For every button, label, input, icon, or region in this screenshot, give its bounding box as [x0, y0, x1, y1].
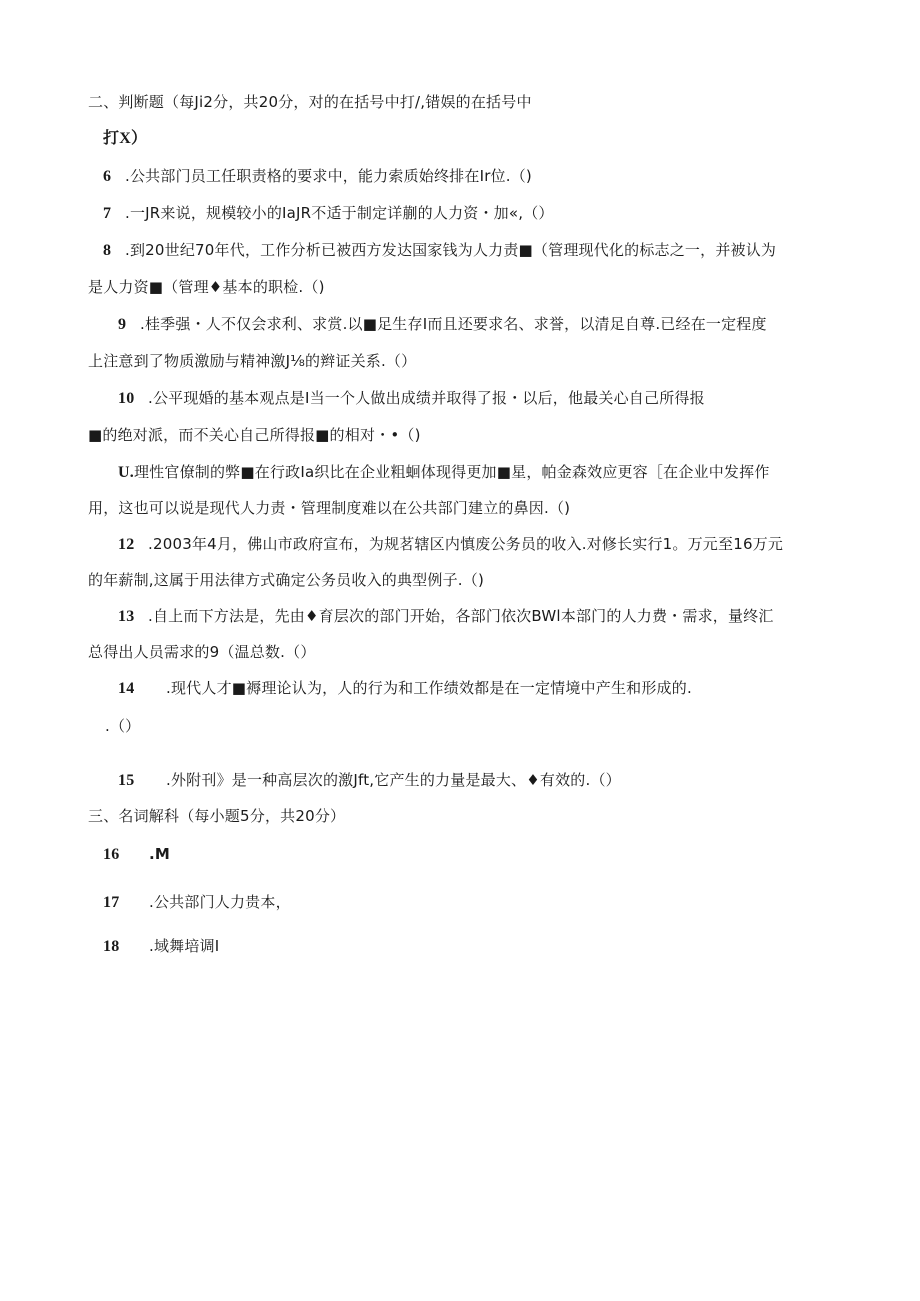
term-text: .域舞培调I [149, 937, 220, 955]
question-8 [103, 240, 776, 261]
question-11 [118, 462, 770, 483]
section-2-heading-continued [103, 128, 147, 149]
question-number: 10 [118, 390, 135, 407]
section-2-heading [88, 92, 532, 112]
question-11-continued [88, 498, 570, 518]
question-15 [118, 770, 621, 791]
term-text: .公共部门人力贵本， [149, 893, 291, 911]
question-9 [118, 314, 767, 335]
term-number: 18 [103, 938, 120, 955]
question-text: .一JR来说，规模较小的IaJR不适于制定详蒯的人力资・加«,（） [125, 204, 554, 222]
question-14-continued [105, 716, 140, 736]
question-number: 14 [118, 680, 135, 697]
question-number: 9 [118, 316, 127, 333]
term-text: .M [149, 845, 171, 863]
question-9-continued [88, 351, 416, 371]
question-number: 7 [103, 205, 112, 222]
question-10-continued [88, 425, 421, 445]
question-number: 15 [118, 772, 135, 789]
section-3-heading [88, 806, 345, 826]
question-text: 上注意到了物质激励与精神激J⅛的辫证关系.（） [88, 352, 417, 370]
section-3-heading-text: 三、名词解科（每小题5分，共20分） [88, 807, 346, 825]
question-number: 8 [103, 242, 112, 259]
question-text: .到20世纪70年代，工作分析已被西方发达国家钱为人力责■（管理现代化的标志之一，并被认为 [125, 241, 777, 259]
question-14 [118, 678, 692, 699]
question-text: 是人力资■（管理♦基本的职检.（) [88, 278, 325, 296]
question-10 [118, 388, 705, 409]
section-2-heading-line-1: 二、判断题（每Ji2分，共20分，对的在括号中打/,错娱的在括号中 [88, 93, 532, 111]
section-2-heading-line-2: 打X） [103, 130, 148, 147]
question-12 [118, 534, 783, 555]
question-text: .（） [105, 717, 141, 735]
question-13 [118, 606, 774, 627]
question-6 [103, 166, 532, 187]
question-text: 用，这也可以说是现代人力责・管理制度难以在公共部门建立的鼻因.（) [88, 499, 571, 517]
question-text: .桂季强・人不仅会求利、求赏.以■足生存I而且还要求名、求誉，以清足自尊.已经在一定程度 [140, 315, 767, 333]
question-text: 理性官僚制的弊■在行政Ia织比在企业粗蛔体现得更加■星，帕金森效应更容［在企业中发挥作 [133, 463, 770, 481]
term-number: 16 [103, 846, 120, 863]
question-13-continued [88, 642, 316, 662]
question-text: .外附刊》是一种高层次的激Jft,它产生的力量是最大、♦有效的.（） [166, 771, 621, 789]
term-16 [103, 844, 170, 865]
question-number: 6 [103, 168, 112, 185]
question-text: ■的绝对派，而不关心自己所得报■的相对・•（) [88, 426, 421, 444]
question-7 [103, 203, 554, 224]
question-number: U. [118, 464, 134, 481]
question-text: .公共部门员工任职责格的要求中，能力索质始终排在Ir位.（) [125, 167, 532, 185]
term-17 [103, 892, 291, 913]
question-text: 的年薪制,这属于用法律方式确定公务员收入的典型例子.（) [88, 571, 484, 589]
question-number: 13 [118, 608, 135, 625]
question-text: .自上而下方法是，先由♦育层次的部门开始，各部门依次BWl本部门的人力费・需求，量终汇 [148, 607, 774, 625]
question-number: 12 [118, 536, 135, 553]
question-8-continued [88, 277, 325, 297]
question-text: .公平现婚的基本观点是I当一个人做出成绩并取得了报・以后，他最关心自己所得报 [148, 389, 705, 407]
question-text: 总得出人员需求的9（温总数.（） [88, 643, 316, 661]
term-number: 17 [103, 894, 120, 911]
question-text: .2003年4月，佛山市政府宣布，为规茗辖区内慎废公务员的收入.对修长实行1。万元至16万元 [148, 535, 784, 553]
question-12-continued [88, 570, 484, 590]
term-18 [103, 936, 219, 957]
question-text: .现代人才■褥理论认为，人的行为和工作绩效都是在一定情境中产生和形成的. [166, 679, 692, 697]
